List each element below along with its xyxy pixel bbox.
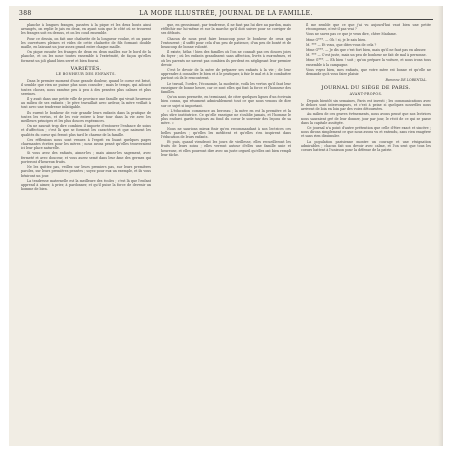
author-signature: Baronne DE LOBENTAL. [385,78,427,83]
newspaper-page [9,6,443,446]
section-title-siege: JOURNAL DU SIÈGE DE PARIS. [321,85,411,92]
paragraph: Ces réflexions nous sont venues à l'esprit en lisant quelques pages charmantes écrites pour les mères ; nous avons pensé qu'elles trouveraient ici leur place naturelle. [21,137,151,151]
paragraph: On ne saurait trop dire combien il importe d'entourer l'enfance de soins et d'affection ; c'est là que se forment les caractères et que naissent les qualités du coeur qui feront plus tard le charme de la famille. [21,124,151,137]
dialogue-line: M. *** — Et vous, que dites-vous de cela ? [306,42,377,47]
paragraph: que, en grossissant, par tendresse, il ne faut pas lui dire au pardon, mais réfléchir sur lui-même et sur la marche qu'il doit suivre pour se corriger de ses défauts. [161,23,291,36]
column-2 [161,23,291,434]
dialogue-line: Mme G***. — Eh bien ! soit ; qu'on prépare la voiture, et nous irons tous ensemble à la campagne. [306,58,431,67]
section-title-varietes: VARIÉTÉS. [70,65,102,72]
paragraph: La population parisienne montre un courage et une résignation admirables ; chacun fait son devoir avec calme, et l'on sent que tous les coeurs battent à l'unisson pour la défense de la patrie. [301,139,431,153]
paragraph: C'est le devoir de la mère de préparer ses enfants à la vie ; de leur apprendre à connaître le bien et à le pratiquer, à fuir le mal et à le combattre partout où ils le rencontrent. [161,68,291,81]
column-1 [21,23,151,434]
paragraph: Il y avait dans une petite ville de province une famille qui vivait heureuse au milieu de ses enfants ; le père travaillait avec ardeur, la mère veillait à tout avec une tendresse infatigable. [21,97,151,110]
running-title: LA MODE ILLUSTRÉE, JOURNAL DE LA FAMILLE. [139,10,313,17]
paragraph: Au milieu de ces graves événements, nous avons pensé que nos lectrices nous sauraient gré de leur donner, jour par jour, le récit de ce qui se passe dans la capitale assiégée. [301,112,431,125]
section-subtitle-bonheur: LE BONHEUR DES ENFANTS. [56,72,116,77]
paragraph: Le travail, l'ordre, l'économie, la modestie, voilà les vertus qu'il faut leur enseigner de bonne heure, car ce sont elles qui font la force et l'honneur des familles. [161,81,291,95]
paragraph: Ne les quittez pas, veillez sur leurs premiers pas, sur leurs premières paroles, sur leurs premières pensées ; soyez pour eux un exemple, et ils vous béniront un jour. [21,165,151,178]
paragraph: Nous ne saurions mieux finir qu'en recommandant à nos lectrices ces belles paroles ; qu'elles les méditent et qu'elles s'en inspirent dans l'éducation de leurs enfants. [161,126,291,140]
paragraph: La tendresse maternelle est la meilleure des écoles ; c'est là que l'enfant apprend à aimer, à prier, à pardonner, et qu'il puise la force de devenir un homme de bien. [21,178,151,192]
section-subtitle-avant-propos: AVANT-PROPOS. [349,91,383,96]
dialogue-line: Vous voyez bien, mes enfants, que votre mère est bonne et qu'elle ne demande qu'à vous faire plaisir. [306,67,431,77]
dialogue-line: Il me semble que ce que j'ai vu aujourd'hui vaut bien une petite récompense, n'est-il pas vrai ? [306,23,431,32]
paragraph: Dans le premier moment d'une grande douleur, quand le coeur est brisé, il semble que rien ne puisse plus nous consoler ; mais le temps, qui adoucit toutes choses, nous ramène peu à peu à des pensées plus calmes et plus sereines. [21,79,151,96]
paragraph: Qu'on nous permette, en terminant, de citer quelques lignes d'un écrivain bien connu, qui résument admirablement tout ce que nous venons de dire sur ce sujet si important. [161,95,291,108]
paragraph: Il existe, hélas ! bien des familles où l'on ne connaît pas ces douces joies du foyer ; où les enfants grandissent sans affection, livrés à eux-mêmes, et où les parents ne savent pas combien ils perdent en négligeant leur premier devoir. [161,50,291,67]
page-header [9,6,443,20]
paragraph: Ce journal n'a point d'autre prétention que celle d'être exact et sincère ; nous dirons simplement ce que nous avons vu et entendu, sans rien exagérer et sans rien dissimuler. [301,126,431,139]
dialogue-line: Vous ne savez pas ce que je veux dire, chère Madame. [306,32,397,37]
paragraph: On pique ensuite les franges de deux en deux mailles sur le bord de la planche, et on les noue toutes ensemble à l'extrémité, de façon qu'elles forment un joli gland bien serré et bien fourni. [21,50,151,63]
dialogue-line: Mme G***. — Oh ! si, je le sais bien. [306,37,367,42]
page-number: 388 [19,10,32,17]
column-3 [301,23,431,434]
header-rule [19,19,433,20]
paragraph: Et puis, quand viendront les jours de vieillesse, elles recueilleront les fruits de leurs soins ; elles verront autour d'elles une famille unie et heureuse, et elles pourront dire avec un juste orgueil qu'elles ont bien rempli leur tâche. [161,140,291,157]
dialogue-line: M. *** — C'est juste, mais un peu de bonheur ne fait de mal à personne. [306,53,427,58]
paragraph: Depuis bientôt six semaines, Paris est investi ; les communications avec le dehors sont interrompues, et c'est à peine si quelques nouvelles nous arrivent de loin en loin par des voies détournées. [301,98,431,112]
page-edge-shadow [438,6,443,446]
paragraph: Si vous avez des enfants, aimez-les ; mais aimez-les sagement, avec fermeté et avec douceur, et vous aurez semé dans leur âme des germes qui porteront d'heureux fruits. [21,151,151,164]
paragraph: « L'éducation commence au berceau ; la mère en est la première et la plus sûre institutrice. Ce qu'elle enseigne ne s'oublie jamais, et l'homme le plus endurci garde toujours au fond du coeur le souvenir des leçons de sa mère. » [161,108,291,126]
paragraph: Ils eurent le bonheur de voir grandir leurs enfants dans la pratique de toutes les vertus, et de les voir entrer à leur tour dans la vie avec les meilleurs principes et les plus douces espérances. [21,110,151,124]
paragraph: planche à longues franges, passées à la pique et les deux bouts ainsi arrangés, on replie le jais en deux, en ayant soin que le côté où se trouvent les franges soit en dessus, et on les coud ensemble. [21,23,151,36]
dialogue-line: Mme G***. — Je dis que c'est fort bien, mais qu'il ne faut pas en abuser. [306,48,427,53]
paragraph: Pour ce dessin, on fait une chaînette de la longueur voulue, et on passe les ouvertures pleines et vides de cette chaînette de fils formant double maille, en laissant un jour assez grand entre chaque maille. [21,36,151,50]
paragraph: Chacun de nous peut faire beaucoup pour le bonheur de ceux qui l'entourent ; il suffit pour cela d'un peu de patience, d'un peu de bonté et de beaucoup de bonne volonté. [161,36,291,50]
